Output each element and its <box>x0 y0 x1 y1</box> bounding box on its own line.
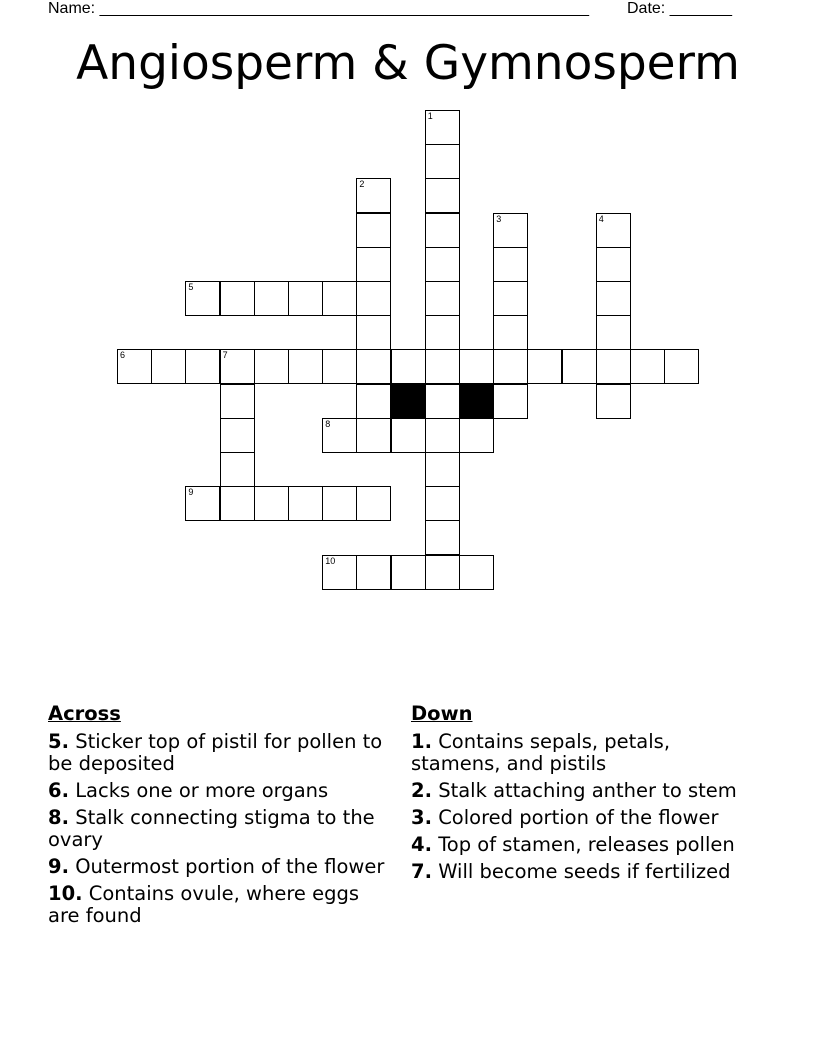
clue-number: 8. <box>48 806 69 829</box>
grid-cell[interactable] <box>322 418 357 453</box>
grid-cell[interactable] <box>425 178 460 213</box>
grid-cell[interactable] <box>322 349 357 384</box>
grid-cell[interactable] <box>322 555 357 590</box>
grid-cell[interactable] <box>425 144 460 179</box>
clue-number-label: 2 <box>359 179 365 190</box>
grid-cell[interactable] <box>356 384 391 419</box>
grid-cell[interactable] <box>220 349 255 384</box>
grid-cell[interactable] <box>630 349 665 384</box>
grid-cell[interactable] <box>356 418 391 453</box>
grid-cell[interactable] <box>425 349 460 384</box>
grid-cell[interactable] <box>493 213 528 248</box>
clue-text: Colored portion of the flower <box>438 806 719 829</box>
grid-cell[interactable] <box>425 384 460 419</box>
grid-cell[interactable] <box>425 555 460 590</box>
grid-cell[interactable] <box>356 281 391 316</box>
grid-cell[interactable] <box>391 555 426 590</box>
clue-number-label: 7 <box>222 350 228 361</box>
grid-cell[interactable] <box>425 452 460 487</box>
grid-cell[interactable] <box>596 213 631 248</box>
grid-cell[interactable] <box>493 349 528 384</box>
clue-text: Sticker top of pistil for pollen to be deposited <box>48 730 383 775</box>
grid-cell[interactable] <box>356 247 391 282</box>
across-clue-10 <box>48 883 388 927</box>
grid-cell[interactable] <box>220 452 255 487</box>
grid-cell[interactable] <box>425 247 460 282</box>
grid-cell[interactable] <box>425 213 460 248</box>
date-field-label: Date: _______ <box>627 0 732 17</box>
clue-text: Contains ovule, where eggs are found <box>48 882 360 927</box>
across-clue-5 <box>48 731 388 775</box>
grid-cell[interactable] <box>356 178 391 213</box>
grid-cell[interactable] <box>356 213 391 248</box>
clue-number-label: 4 <box>598 213 604 224</box>
clue-number: 10. <box>48 882 83 905</box>
grid-cell[interactable] <box>425 110 460 145</box>
grid-cell[interactable] <box>220 384 255 419</box>
down-clue-7 <box>411 861 751 883</box>
clue-text: Top of stamen, releases pollen <box>438 833 735 856</box>
clue-number: 4. <box>411 833 432 856</box>
clue-text: Will become seeds if fertilized <box>438 860 731 883</box>
grid-cell[interactable] <box>254 281 289 316</box>
clue-number-label: 10 <box>325 555 336 566</box>
grid-cell[interactable] <box>356 349 391 384</box>
grid-cell[interactable] <box>185 281 220 316</box>
clue-number-label: 1 <box>427 111 433 121</box>
clue-number: 1. <box>411 730 432 753</box>
grid-cell[interactable] <box>356 555 391 590</box>
down-clues <box>411 703 751 888</box>
clue-text: Stalk connecting stigma to the ovary <box>48 806 375 851</box>
across-heading: Across <box>48 702 121 725</box>
grid-cell[interactable] <box>220 486 255 521</box>
grid-cell[interactable] <box>596 247 631 282</box>
grid-cell[interactable] <box>254 349 289 384</box>
clue-number: 9. <box>48 855 69 878</box>
grid-cell[interactable] <box>151 349 186 384</box>
clue-number-label: 5 <box>188 282 194 292</box>
across-clue-8 <box>48 807 388 851</box>
across-clue-9 <box>48 856 388 878</box>
clue-number-label: 8 <box>325 418 331 429</box>
clue-text: Contains sepals, petals, stamens, and pistils <box>411 730 671 775</box>
clue-number-label: 6 <box>120 350 126 361</box>
grid-cell[interactable] <box>493 281 528 316</box>
down-clue-3 <box>411 807 751 829</box>
grid-cell[interactable] <box>185 349 220 384</box>
clue-text: Lacks one or more organs <box>75 779 329 802</box>
grid-cell[interactable] <box>493 315 528 350</box>
grid-cell[interactable] <box>425 281 460 316</box>
grid-cell[interactable] <box>288 486 323 521</box>
clue-number: 2. <box>411 779 432 802</box>
clue-number: 6. <box>48 779 69 802</box>
black-square <box>459 384 494 419</box>
grid-cell[interactable] <box>391 349 426 384</box>
grid-cell[interactable] <box>425 520 460 555</box>
grid-cell[interactable] <box>596 281 631 316</box>
grid-cell[interactable] <box>254 486 289 521</box>
grid-cell[interactable] <box>425 315 460 350</box>
clue-number-label: 3 <box>496 213 502 224</box>
grid-cell[interactable] <box>425 418 460 453</box>
grid-cell[interactable] <box>596 349 631 384</box>
grid-cell[interactable] <box>527 349 562 384</box>
black-square <box>391 384 426 419</box>
clue-number: 7. <box>411 860 432 883</box>
grid-cell[interactable] <box>220 418 255 453</box>
down-clue-1 <box>411 731 751 775</box>
across-clue-6 <box>48 780 388 802</box>
grid-cell[interactable] <box>493 247 528 282</box>
grid-cell[interactable] <box>596 384 631 419</box>
page-title: Angiosperm & Gymnosperm <box>76 36 740 91</box>
clue-number: 3. <box>411 806 432 829</box>
grid-cell[interactable] <box>391 418 426 453</box>
clue-text: Stalk attaching anther to stem <box>438 779 737 802</box>
grid-cell[interactable] <box>356 486 391 521</box>
clue-number-label: 9 <box>188 487 194 498</box>
grid-cell[interactable] <box>356 315 391 350</box>
grid-cell[interactable] <box>117 349 152 384</box>
grid-cell[interactable] <box>459 555 494 590</box>
grid-cell[interactable] <box>664 349 699 384</box>
grid-cell[interactable] <box>425 486 460 521</box>
clue-text: Outermost portion of the flower <box>75 855 385 878</box>
grid-cell[interactable] <box>562 349 597 384</box>
grid-cell[interactable] <box>288 349 323 384</box>
across-clues <box>48 703 388 932</box>
grid-cell[interactable] <box>493 384 528 419</box>
grid-cell[interactable] <box>185 486 220 521</box>
down-clue-2 <box>411 780 751 802</box>
grid-cell[interactable] <box>220 281 255 316</box>
grid-cell[interactable] <box>459 418 494 453</box>
down-clue-4 <box>411 834 751 856</box>
down-heading: Down <box>411 702 473 725</box>
grid-cell[interactable] <box>596 315 631 350</box>
grid-cell[interactable] <box>288 281 323 316</box>
grid-cell[interactable] <box>322 486 357 521</box>
name-field-label: Name: _______________________________________________________ <box>48 0 589 17</box>
grid-cell[interactable] <box>459 349 494 384</box>
grid-cell[interactable] <box>322 281 357 316</box>
clue-number: 5. <box>48 730 69 753</box>
